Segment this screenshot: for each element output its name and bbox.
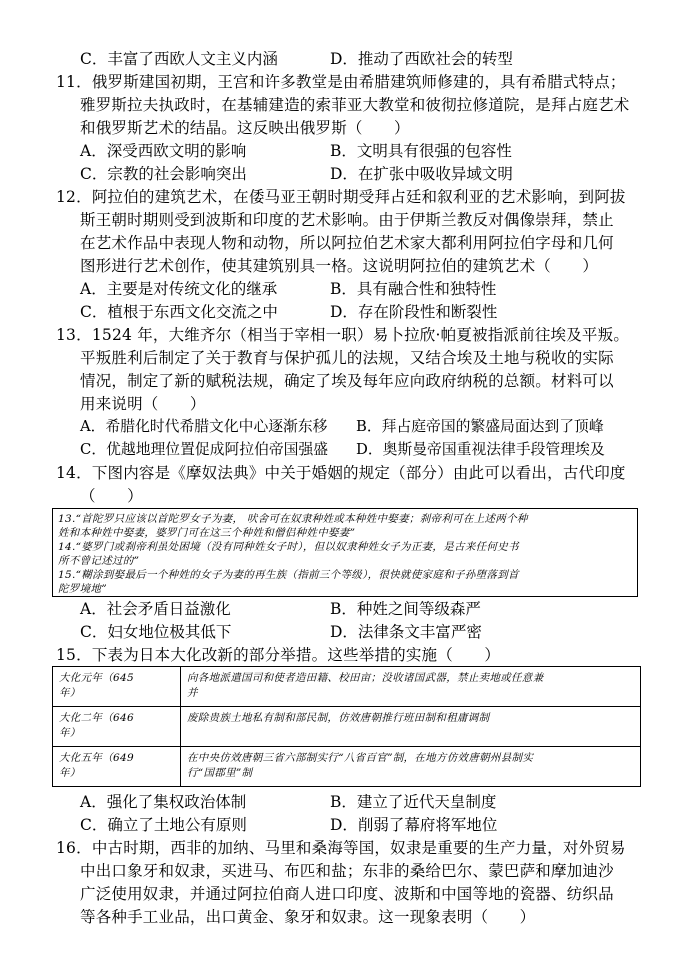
q15-option-b: B．建立了近代天皇制度: [330, 793, 497, 811]
q12-stem-line-4: 图形进行艺术创作，使其建筑别具一格。这说明阿拉伯的建筑艺术（ ）: [80, 257, 599, 275]
excerpt-line-6: 陀罗境地”: [58, 583, 107, 595]
q13-option-b: B．拜占庭帝国的繁盛局面达到了顶峰: [356, 418, 604, 435]
q13-stem-line-3: 情况，制定了新的赋税法规，确定了埃及每年应向政府纳税的总额。材料可以: [80, 372, 614, 390]
q11-stem-line-2: 雅罗斯拉夫执政时，在基辅建造的索菲亚大教堂和彼彻拉修道院，是拜占庭艺术: [80, 96, 630, 114]
q11-option-c: C．宗教的社会影响突出: [80, 165, 247, 183]
excerpt-line-3: 14.“婆罗门或刹帝利虽处困境（没有同种姓女子时），但以奴隶种姓女子为正妻，是古来任何史书: [58, 541, 519, 553]
q15-option-d: D．削弱了幕府将军地位: [330, 816, 498, 834]
q13-option-c: C．优越地理位置促成阿拉伯帝国强盛: [80, 441, 329, 458]
q11-option-d: D．在扩张中吸收异域文明: [330, 165, 513, 183]
q14-option-b: B．种姓之间等级森严: [330, 600, 481, 618]
table-row: [53, 667, 641, 707]
q13-stem-line-1: 13．1524 年，大维齐尔（相当于宰相一职）易卜拉欣·帕夏被指派前往埃及平叛。: [56, 326, 630, 344]
q13-option-d: D．奥斯曼帝国重视法律手段管理埃及: [356, 441, 605, 458]
q14-option-d: D．法律条文丰富严密: [330, 623, 482, 641]
q16-stem-line-3: 广泛使用奴隶，并通过阿拉伯商人进口印度、波斯和中国等地的瓷器、纺织品: [80, 885, 614, 903]
year-text-2: 年）: [59, 767, 81, 779]
excerpt-line-1: 13.“首陀罗只应该以首陀罗女子为妻， 吠舍可在奴隶种姓或本种姓中娶妻；刹帝利可在上述两个种: [58, 513, 528, 525]
q16-stem-line-1: 16．中古时期，西非的加纳、马里和桑海等国，奴隶是重要的生产力量，对外贸易: [56, 839, 626, 857]
q12-option-d: D．存在阶段性和断裂性: [330, 303, 498, 321]
q11-option-a: A．深受西欧文明的影响: [80, 142, 247, 160]
q16-stem-line-2: 中出口象牙和奴隶，买进马、布匹和盐；东非的桑给巴尔、蒙巴萨和摩加迪沙: [80, 862, 614, 880]
q13-stem-line-4: 用来说明（ ）: [80, 395, 206, 413]
q15-option-c: C．确立了土地公有原则: [80, 816, 247, 834]
table-cell-year: [53, 747, 181, 787]
year-text-1: 大化元年（645: [59, 672, 134, 684]
measure-text-2: 行“国郡里”制: [187, 767, 253, 779]
q10-option-c: C．丰富了西欧人文主义内涵: [80, 50, 278, 68]
q12-stem-line-3: 在艺术作品中表现人物和动物，所以阿拉伯艺术家大都利用阿拉伯字母和几何: [80, 234, 614, 252]
q12-option-c: C．植根于东西文化交流之中: [80, 303, 278, 321]
table-cell-measure: [181, 667, 641, 707]
q12-option-b: B．具有融合性和独特性: [330, 280, 497, 298]
measure-text-1: 向各地派遣国司和使者造田籍、校田亩；没收诸国武器，禁止卖地或任意兼: [187, 672, 544, 684]
table-row: [53, 707, 641, 747]
q13-option-a: A．希腊化时代希腊文化中心逐渐东移: [80, 418, 328, 435]
q15-option-a: A．强化了集权政治体制: [80, 793, 247, 811]
year-text-1: 大化二年（646: [59, 712, 134, 724]
table-row: [53, 747, 641, 787]
year-text-2: 年）: [59, 727, 81, 739]
excerpt-line-5: 15.“糊涂到娶最后一个种姓的女子为妻的再生族（指前三个等级），很快就使家庭和子孙堕落到首: [58, 569, 519, 581]
excerpt-line-2: 姓和本种姓中娶妻，婆罗门可在这三个种姓和僧侣种姓中娶妻”: [58, 527, 356, 539]
q12-stem-line-1: 12．阿拉伯的建筑艺术，在倭马亚王朝时期受拜占廷和叙利亚的艺术影响，到阿拔: [56, 188, 626, 206]
q11-stem-line-3: 和俄罗斯艺术的结晶。这反映出俄罗斯（ ）: [80, 119, 410, 137]
year-text-1: 大化五年（649: [59, 752, 134, 764]
table-cell-measure: [181, 747, 641, 787]
q16-stem-line-4: 等各种手工业品，出口黄金、象牙和奴隶。这一现象表明（ ）: [80, 908, 536, 926]
q12-stem-line-2: 斯王朝时期则受到波斯和印度的艺术影响。由于伊斯兰教反对偶像崇拜，禁止: [80, 211, 614, 229]
q14-stem-line-2: （ ）: [80, 487, 143, 505]
q10-option-d: D．推动了西欧社会的转型: [330, 50, 513, 68]
table-cell-measure: [181, 707, 641, 747]
q15-stem: 15．下表为日本大化改新的部分举措。这些举措的实施（ ）: [56, 646, 501, 664]
q11-option-b: B．文明具有很强的包容性: [330, 142, 512, 160]
measure-text-2: 并: [187, 687, 198, 699]
q14-stem-line-1: 14．下图内容是《摩奴法典》中关于婚姻的规定（部分）由此可以看出，古代印度: [56, 464, 626, 482]
q13-stem-line-2: 平叛胜利后制定了关于教育与保护孤儿的法规，又结合埃及土地与税收的实际: [80, 349, 614, 367]
q14-option-a: A．社会矛盾日益激化: [80, 600, 231, 618]
table-cell-year: [53, 707, 181, 747]
q12-option-a: A．主要是对传统文化的继承: [80, 280, 278, 298]
reform-table: [52, 666, 641, 787]
table-cell-year: [53, 667, 181, 707]
q14-option-c: C．妇女地位极其低下: [80, 623, 232, 641]
q11-stem-line-1: 11．俄罗斯建国初期，王宫和许多教堂是由希腊建筑师修建的，具有希腊式特点；: [56, 73, 626, 91]
year-text-2: 年）: [59, 687, 81, 699]
measure-text-1: 废除贵族土地私有制和部民制，仿效唐朝推行班田制和租庸调制: [187, 712, 490, 724]
measure-text-1: 在中央仿效唐朝三省六部制实行“八省百官”制，在地方仿效唐朝州县制实: [187, 752, 534, 764]
excerpt-line-4: 所不曾记述过的”: [58, 555, 140, 567]
